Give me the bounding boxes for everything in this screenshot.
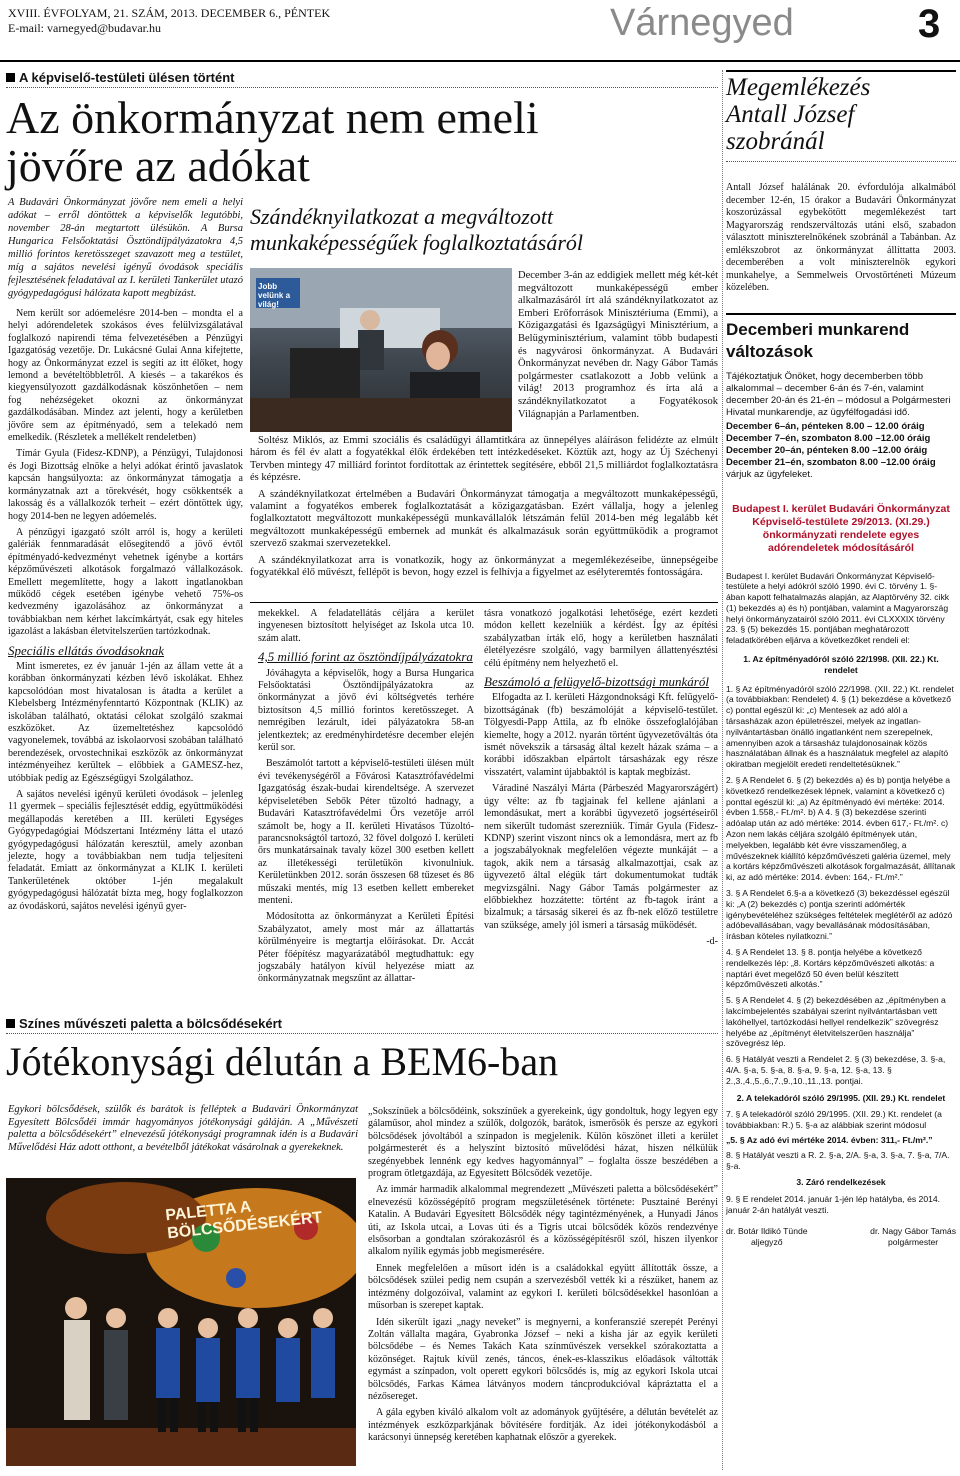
gala-photo-banner: PALETTA A BÖLCSŐDÉSEKÉRT <box>164 1198 323 1243</box>
bottom-article-header <box>6 1016 718 1084</box>
workhours-rows <box>726 421 956 469</box>
bottom-p4: A gála egyben kiváló alkalom volt az adományok gyűjtésére, a délután bevételét az intézmények eszközparkjának bővítésére fordítják. Az idei jótékonykodásból a karácsonyi ünnepség keretében kaphatnak először a gyerekek. <box>368 1407 718 1444</box>
mid-b-p1: tásra vonatkozó jogalkotási lehetősége, ezért kezdeti módon kellett kezelniük a kérdést. Így az építési szabályzatban írták elő, hogy a kerületben használati életélyezésre szolgáló, vagy barmilyen állattenyésztési célú építmény nem helyezhető el. <box>484 608 718 669</box>
main-title-line2: jövőre az adókat <box>6 140 310 191</box>
signer-2 <box>870 1226 956 1248</box>
mid-a-p1: Jóváhagyta a képviselők, hogy a Bursa Hungarica Felsőoktatási Ösztöndíjpályázatokra az önkormányzat a jövő évi költségvetés terhére biztosítson 4,5 millió forintos keretösszeget. A nemrégiben lezárult, idei pályázatokra 58-an jelentkeztek; az eredményhirdetésre december elején kerül sor. <box>258 667 474 754</box>
middle-column-b <box>484 608 718 949</box>
signer-1-title: aljegyző <box>751 1236 783 1247</box>
main-kicker <box>6 70 718 88</box>
decree-s4: 4. § A Rendelet 13. § 8. pontja helyébe a következő rendelkezés lép: „8. Kortárs képzőművészeti alkotás: a naptári évet megelőző 50 éven belül készített képzőművészeti alkotás.” <box>726 947 935 990</box>
bottom-kicker <box>6 1016 718 1034</box>
workhours-title-2: változások <box>726 341 813 361</box>
photo-banner-text: Jobb velünk a világ! <box>258 282 291 309</box>
decree-s7: 7. § A telekadóról szóló 29/1995. (XII. 29.) Kt. rendelet (a továbbiakban: R.) 5. §-a az alábbiak szerint módosul <box>726 1109 942 1131</box>
workhours-row: December 6–án, pénteken 8.00 – 12.00 óráig <box>726 420 925 432</box>
decree-s8: 8. § Hatályát veszti a R. 2. §-a, 2/A. §-a, 3. §-a, 7. §-a, 7/A. §-a. <box>726 1149 950 1171</box>
second-body-3: A szándéknyilatkozat arra is vonatkozik, hogy az önkormányzat a megemlékezéseibe, ünnepségeibe fogyatékkal élő művészt, fellépőt is bevon, hogy ezzel is felhívja a figyelmet az esélyteremtés fontosságára. <box>250 554 718 579</box>
main-left-column <box>8 196 243 917</box>
signer-1-name: dr. Botár Ildikó Tünde <box>726 1225 808 1236</box>
memorial-title-1: Megemlékezés <box>726 74 871 101</box>
decree-s9: 9. § E rendelet 2014. január 1-jén lép hatályba, és 2014. január 2-án hatályát veszti. <box>726 1194 941 1215</box>
page-header <box>0 0 960 62</box>
main-p5: A sajátos nevelési igényű kerületi óvodások – jelenleg 11 gyermek – speciális fejlesztését eddig, együttműködési megállapodás keretében a III. kerületi Egységes Gyógypedagógiai Módszertani Intézmény látta el utazó gyógypedagógusi hálózatán keresztül, amely azonban jelezte, hogy a továbbiakban nem tudja teljesíteni feladatát. Emiatt az önkormányzat a KLIK I. kerületi Tankerületének október 1-jén megalakult gyógypedagógusi hálózatát bízta meg, hogy foglalkozzon az óvodáskorú, sajátos nevelési igényű gyer- <box>8 789 243 912</box>
bottom-title: Jótékonysági délután a BEM6-ban <box>6 1039 559 1084</box>
decree-s7b: „5. § Az adó évi mértéke 2014. évben: 311,- Ft./m².” <box>726 1134 933 1145</box>
signature: -d- <box>706 936 718 948</box>
decree-s6: 6. § Hatályát veszti a Rendelet 2. § (3) bekezdése, 3. §-a, 4/A. §-a, 5. §-a, 8. §-a, 9. §-a, 12. §-a, 13. § 2.,3.,4.,5.,6.,7.,9.,10.,11.,13. pontjai. <box>726 1054 946 1086</box>
decree-s2: 2. § A Rendelet 6. § (2) bekezdés a) és b) pontja helyébe a következő rendelkezések lépnek, valamint a következő c) ponttal egészül ki: „a) Az építményadó évi mértéke: 2014. évben 1.558,- Ft./m². b) A 4. § (3) bekezdése szerinti adóalap után az adó mértéke: 2014. évben 617,- Ft./m². c) Azon nem lakás céljára szolgáló építmények után, melyekben, legalább két évre visszamenőleg, a művészeknek kiállító képzőművészeti galéria üzemel, mely a kortárs képzőművészeti alkotások forgalmazását, állítanak ki, az adó mértéke: 2014. évben: 164,- Ft./m².” <box>726 775 956 883</box>
header-rule <box>0 60 960 62</box>
bottom-p1: Az immár harmadik alkalommal megrendezett „Művészeti paletta a bölcsődésekért” elnevezésű közösségépítő program megszületésének története: Pusztainé Berényi Katalin. A Budavári Egyesített Bölcsődék négy tagintézményének, a Hunyadi János úti, az Iskola utcai, a Lovas úti és a Tigris utcai bölcsődék közös rendezvénye elsősorban a gondtalan szórakozásról és a közösségépítésről szól, hiszen ilyenkor alkalom nyílik egymás jobb megismerésére. <box>368 1184 718 1258</box>
workhours-intro: Tájékoztatjuk Önöket, hogy decemberben több alkalommal – december 6-án és 7-én, valamint december 20-án és 21-én – módosul a Polgármesteri Hivatal munkarendje, az ügyfélfogadási idő. <box>726 370 951 418</box>
main-lead: A Budavári Önkormányzat jövőre nem emeli a helyi adókat – erről döntöttek a képviselők legutóbbi, november 28-án megtartott ülésükön. A Bursa Hungarica Felsőoktatási Ösztöndíjpályázatokra 4,5 millió forintos keretösszeget szavazott meg a testület, míg a sajátos nevelési igényű óvodások speciális fejlesztésének feladatával az I. kerületi Tankerület utazó gyógypedagógusi hálózata kapott megbízást. <box>8 197 243 299</box>
bottom-top: „Sokszínűek a bölcsődéink, sokszínűek a gyerekeink, úgy gondoltuk, hogy legyen egy gálaműsor, ahol mindez a szülők, dolgozók, barátok, ismerősök és persze az egykori bölcsődések jóvoltából a színpadon is megjelenik. Külön köszönet illeti a kerület polgármesterét és a helyszínt biztosító művelődési házat, hiszen nélkülük szegényebbek lennénk egy kedves hagyománnyal” – foglalta össze beszédében a program ötletgazdája, az Egyesített Bölcsődék vezetője. <box>368 1106 718 1180</box>
second-body-1: Soltész Miklós, az Emmi szociális és családügyi államtitkára az ünnepélyes aláíráson felidézte az elmúlt három és fél év alatt a fogyatékkal élők érdekében tett intézkedéseket. Köztük azt, hogy az Új Széchenyi Tervben mintegy 47 milliárd forintot fordítottak az érintettek segítésére, ebből 21,5 milliárdot foglalkoztatásra és képzésre. <box>250 435 718 484</box>
decree-intro: Budapest I. kerület Budavári Önkormányzat Képviselő-testülete a helyi adókról szóló 1990. évi C. törvény 1. §-ában kapott felhatalmazás alapján, az Alaptörvény 32. cikk (1) bekezdés a) és h) pontjában, valamint a Magyarország helyi önkormányzatairól szóló 2011. évi CLXXXIX törvény 23. § (5) bekezdés 15. pontjában meghatározott feladatkörében eljárva a következőket rendeli el: <box>726 570 950 646</box>
decree-h3: 3. Záró rendelkezések <box>796 1177 886 1188</box>
main-p1: Nem került sor adóemelésre 2014-ben – mondta el a helyi adórendeletek szokásos éves felülvizsgálatával foglalkozó napirendi téma felvezetésében a Pénzügyi Igazgatóság vezetője. Dr. Lukácsné Gulai Anna kifejtette, hogy az Önkormányzat ezzel is segíti az itt élőket, hogy lemond a bevételtöbbletről. A kiesés – a takarékos és kiegyensúlyozott gazdálkodásnak köszönhetően – nem fog nehézségeket okozni az önkormányzat gazdálkodásában. Mindez azt jelenti, hogy a kerületben jövőre sem az építményadó, sem a telekadó nem emelkedik. (Részletek a mellékelt rendeletben) <box>8 308 243 444</box>
page-number: 3 <box>918 2 941 46</box>
bottom-lead: Egykori bölcsődések, szülők és barátok is felléptek a Budavári Önkormányzat Egyesített Bölcsődéi immár hagyományos jótékonysági gáláján. A „Művészeti paletta a bölcsődésekért” elnevezésű jótékonysági programnak idén is a Budavári Művelődési Ház adott otthont, a bevételből játékokat vásárolnak a gyerekeknek. <box>8 1104 358 1153</box>
memorial-text: Antall József halálának 20. évfordulója alkalmából december 12-én, 15 órakor a Budavári Önkormányzat koszorúzással egybekötött megemlékezést tart Magyarország rendszerváltozás utáni első, szabadon választott miniszterelnökének szobránál a Tabánban. Az emlékszobrot az önkormányzat állíttatta 2003. decemberében a volt miniszterelnök egykori munkahelye, a Semmelweis Orvostörténeti Múzeum közelében. <box>726 182 956 293</box>
second-article-rule <box>250 602 718 603</box>
second-title-line1: Szándéknyilatkozat a megváltozott <box>250 204 554 229</box>
signer-2-name: dr. Nagy Gábor Tamás <box>870 1225 956 1236</box>
main-title-line1: Az önkormányzat nem emeli <box>6 92 539 143</box>
edition-line: XVIII. ÉVFOLYAM, 21. SZÁM, 2013. DECEMBER 6., PÉNTEK <box>8 6 331 20</box>
main-title <box>6 94 718 190</box>
mid-b-p3: Váradiné Naszályi Márta (Párbeszéd Magyarországért) úgy vélte: az fb tagjainak fel kellene ajánlani a lemondásukat, mert a korábbi ügyvezető jogsértéseiről nem sikerült tudomást szerezniük. Tímár Gyula (Fidesz-KDNP) szerint viszont nincs ok a lemondásra, mert az fb a jogszabályoknak megfelelően végezte munkáját – a tagok, akik nem a társaság alkalmazottjai, csak az ügyvezető által elégük tárt dokumentumokat tudták megvizsgálni. Nagy Gábor Tamás polgármester az előbbiekhez hozzátette: történt az fb-tagok iránt a bizalmuk; a társaság sikerei és az fb-nek előző testületre van szüksége, amely jól ismeri a társaság működését. <box>484 783 718 931</box>
signer-2-title: polgármester <box>888 1236 939 1247</box>
memorial-title <box>726 74 956 155</box>
decree-signers <box>726 1226 956 1248</box>
right-sidebar <box>726 70 956 1247</box>
main-p3: A pénzügyi igazgató szólt arról is, hogy a kerületi galériák fennmaradását elősegítendő a jövő évtől építményadó-kedvezményt vehetnek igénybe a kortárs képzőművészeti alkotások forgalmazó vállalkozások. Emellett megemlítette, hogy a lakott ingatlanokban működő cégek esetében igénybe vehető 75%-os kedvezmény igazolásához az önkormányzat a továbbiakban nem kérhet lakcímkártyát, csak egy hiteles igazolást a lakásban életvitelszerűen tartózkodnak. <box>8 526 243 638</box>
signing-photo <box>250 268 512 432</box>
mid-subhead-2: 4,5 millió forint az ösztöndíjpályázatokra <box>258 649 473 665</box>
workhours-row: December 20–án, pénteken 8.00 –12.00 óráig <box>726 444 928 456</box>
header-meta <box>8 6 330 36</box>
decree-title: Budapest I. kerület Budavári Önkormányzat Képviselő-testülete 29/2013. (XI.29.) önkormányzati rendelete egyes adórendeletek módosításáról <box>732 502 950 554</box>
brand-title: Várnegyed <box>610 2 794 44</box>
mid-b-p2: Elfogadta az I. kerületi Házgondnoksági Kft. felügyelő-bizottságának (fb) beszámolóját a képviselő-testület. Tölgyesdi-Papp Attila, az fb elnöke összefoglalójában kiemelte, hogy a 2012. nyarán történt ügyvezetőváltás óta ismét növekszik a társaság által kezelt házak száma – a korábbi időszakban elpártolt társasházak egy része visszatért, valamint újabbaktól is kaptak megbízást. <box>484 692 718 778</box>
memorial-title-2: Antall József <box>726 101 855 128</box>
workhours-row: December 21–én, szombaton 8.00 –12.00 óráig <box>726 456 936 468</box>
mid-subhead-3: Beszámoló a felügyelő-bizottsági munkáról <box>484 674 709 690</box>
decree-s5: 5. § A Rendelet 4. § (2) bekezdésében az „építményben a lakcímbejelentés szabályai szerint nyilvántartásban vett lakóhellyel, tartózkodási hellyel rendelkezik” szövegrész helyébe az „építményt életvitelszerűen használja” szövegrész lép. <box>726 995 946 1049</box>
mid-a-p2: Beszámolót tartott a képviselő-testületi ülésen múlt évi tevékenységéről a Fővárosi Katasztrófavédelmi Igazgatóság észak-budai kirendeltsége. A szervezet képviseletében Sebők Péter tűzoltó hadnagy, a Budavári Katasztrófavédelmi Őrs vezetője arról számolt be, hogy a II. kerületi Hivatásos Tűzoltó-parancsnokságtól tartozó, 32 fővel dolgozó I. kerületi őrs munkatársainak tavaly közel 300 esetben kellett az illetékességi területükön kivonulniuk. Kerületünkben 2012. során összesen 68 tűzeset és 86 műszaki mentés, míg 13 esetben kellett embereket menteni. <box>258 758 474 906</box>
second-intro <box>518 270 718 421</box>
memorial-box <box>726 70 956 162</box>
decree-s1: 1. § Az építményadóról szóló 22/1998. (XII. 22.) Kt. rendelet (a továbbiakban: Rendelet) 4. § (1) bekezdése a következő c) ponttal egészül ki: „c) Mentesek az adó alól a társasházak azon épületrészei, melyek az ingatlan-nyilvántartásban önálló ingatlanként nem szerepelnek, amennyiben azok a társasház tulajdonosainak közös használatában állnak és a használatuk megfelel az alapító okiratban megjelölt eredeti rendeltetésüknek.” <box>726 683 954 770</box>
bottom-p3: Idén sikerült igazi „nagy neveket” is megnyerni, a konferanszié szerepét Perényi Zoltán vállalta magára, Gyabronka József – neki a kisha jár az egyik kerületi bölcsődébe – és Nemes Takách Kata színművészek versekkel szórakoztatta a közönséget. Rajtuk kívül zenés, táncos, ének-es-klasszikus előadások váltották egymást a színpadon, volt operett egykori bölcsődés is, míg az egykori Iskola utcai bölcsődés, Farkas Kámea látványos modern táncprodukcióval kápráztatta el a nézősereget. <box>368 1316 718 1402</box>
mid-a-start: mekekkel. A feladatellátás céljára a kerület ingyenesen biztosított helyiséget az Iskola utca 10. szám alatt. <box>258 608 474 644</box>
signer-1 <box>726 1226 808 1248</box>
gala-photo <box>6 1178 356 1466</box>
workhours-title <box>726 319 956 363</box>
second-intro-text: December 3-án az eddigiek mellett még két-két megváltozott munkaképességű ember alkalmazásáról írt alá szándéknyilatkozatot az Emberi Erőforrások Minisztériuma (Emmi), a Közigazgatási és Igazságügyi Minisztérium, a Belügyminisztérium, valamint több budapesti és nagyvárosi önkormányzat. A Budavári Önkormányzat nevében dr. Nagy Gábor Tamás polgármester csatlakozott a Jobb velünk a világ! 2013 programhoz és írta alá a szándéknyilatkozatot a Fogyatékosok Világnapján a Parlamentben. <box>518 270 718 420</box>
decree-s3: 3. § A Rendelet 6.§-a a következő (3) bekezdéssel egészül ki: „A (2) bekezdés c) pontja szerinti adómérték igénybevételéhez szükséges feltételek meglétéről az adózó adóbevallásában, vagy bevallásának módosításában, írásban köteles nyilatkozni.” <box>726 888 953 942</box>
memorial-title-3: szobránál <box>726 128 825 155</box>
bottom-p2: Ennek megfelelően a műsort idén is a családokkal együtt állították össze, a bölcsődések szülei pedig nem csupán a szervezésből vették ki a részüket, hanem az intézmény dolgozóival, valamint az egykori I. kerületi bölcsődésekkel hasonlóan a műsorban is szerepet kaptak. <box>368 1262 718 1312</box>
bottom-column <box>368 1106 718 1449</box>
sidebar-separator <box>722 70 723 1470</box>
main-subhead-1: Speciális ellátás óvodásoknak <box>8 642 164 658</box>
main-article-header <box>6 70 718 190</box>
workhours-box <box>726 313 956 481</box>
decree-h1: 1. Az építményadóról szóló 22/1998. (XII. 22.) Kt. rendelet <box>743 654 939 675</box>
second-body-2: A szándéknyilatkozat értelmében a Budavári Önkormányzat támogatja a megváltozott munkaképességű, valamint a fogyatékos emberek foglalkoztatását a közigazgatásban. Ezért vállalja, hogy a jelenleg foglalkoztatott megváltozott munkaképességű munkavállalók létszámán felül 2014-ben még legalább két megváltozott munkaképességű embernek ad munkát és alkalmazásuk során együttműködik a programot szervező szakmai szervezetekkel. <box>250 488 718 550</box>
workhours-row: December 7–én, szombaton 8.00 –12.00 óráig <box>726 432 931 444</box>
workhours-closing: várjuk az ügyfeleket. <box>726 468 813 480</box>
email-line[interactable]: E-mail: varnegyed@budavar.hu <box>8 21 161 35</box>
second-body <box>250 435 718 583</box>
bottom-kicker-text: Színes művészeti paletta a bölcsődésekért <box>19 1016 282 1031</box>
decree-h2: 2. A telekadóról szóló 29/1995. (XII. 29.) Kt. rendelet <box>736 1092 946 1103</box>
main-kicker-text: A képviselő-testületi ülésen történt <box>19 70 235 85</box>
middle-column-a <box>258 608 474 990</box>
main-p2: Tímár Gyula (Fidesz-KDNP), a Pénzügyi, Tulajdonosi és Jogi Bizottság elnöke a helyi adókat érintő javaslatok kapcsán hangsúlyozta: az önkormányzat támogatja a kormányzatnak azt a törekvését, hogy csökkentsék a lakosság és a vállalkozók terheit – ezért döntöttek úgy, hogy 2014-ben ne legyen adóemelés. <box>8 448 243 522</box>
second-article-title <box>250 204 720 256</box>
workhours-title-1: Decemberi munkarend <box>726 319 910 339</box>
decree-body <box>726 571 956 1248</box>
second-title-line2: munkaképességűek foglalkoztatásáról <box>250 230 583 255</box>
main-p4: Mint ismeretes, ez év január 1-jén az állam vette át a korábban önkormányzati kézben lévő iskolákat. Ehhez kapcsolódóan most hivatalosan is átadta a kerület a Klebelsberg Intézményfenntartó Központnak (KLIK) az iskolában található, oktatási célokat szolgáló szakmai eszközöket. Az üzemeltetéshez kapcsolódó vagyonelemek, továbbá az iskolaorvosi szobában található berendezések, orvostechnikai eszközök az önkormányzat intézményeihez kerültek – előbbiek a GAMESZ-hez, utóbbiak pedig az Egészségügyi Szolgálathoz. <box>8 660 243 784</box>
mid-a-p3: Módosította az önkormányzat a Kerületi Építési Szabályzatot, amely most már az állattartás körülményeire is megtartja előírásokat. Dr. Accát Péter főépítész magyarázatából megtudhattuk: egy jogszabály hatályon kívül helyezése miatt az önkormányzatnak megszűnt az állattar- <box>258 911 474 985</box>
